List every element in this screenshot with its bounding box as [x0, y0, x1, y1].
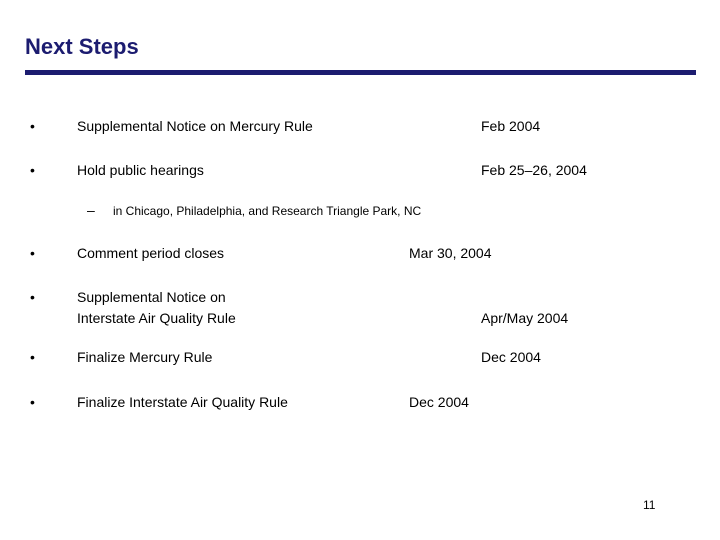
item-text: Hold public hearings — [77, 162, 204, 178]
item-date: Apr/May 2004 — [481, 310, 569, 326]
title-divider — [25, 70, 696, 75]
item-date: Mar 30, 2004 — [409, 245, 492, 261]
page-number: 11 — [643, 498, 656, 512]
item-text: Supplemental Notice on Mercury Rule — [77, 118, 313, 134]
item-date: Feb 25–26, 2004 — [481, 162, 587, 178]
item-date: Dec 2004 — [409, 394, 469, 410]
item-text-line2: Interstate Air Quality Rule — [77, 310, 236, 326]
bullet: • — [30, 289, 35, 305]
item-text: Finalize Mercury Rule — [77, 349, 213, 365]
bullet: • — [30, 394, 35, 410]
item-date: Feb 2004 — [481, 118, 541, 134]
item-date: Dec 2004 — [481, 349, 541, 365]
bullet: • — [30, 118, 35, 134]
slide-title: Next Steps — [25, 34, 139, 59]
item-text: Comment period closes — [77, 245, 225, 261]
item-text: Supplemental Notice on — [77, 289, 226, 305]
dash-bullet: – — [87, 202, 95, 218]
bullet: • — [30, 162, 35, 178]
bullet: • — [30, 349, 35, 365]
bullet: • — [30, 245, 35, 261]
sub-item-text: in Chicago, Philadelphia, and Research Triangle Park, NC — [113, 204, 422, 218]
item-text: Finalize Interstate Air Quality Rule — [77, 394, 288, 410]
